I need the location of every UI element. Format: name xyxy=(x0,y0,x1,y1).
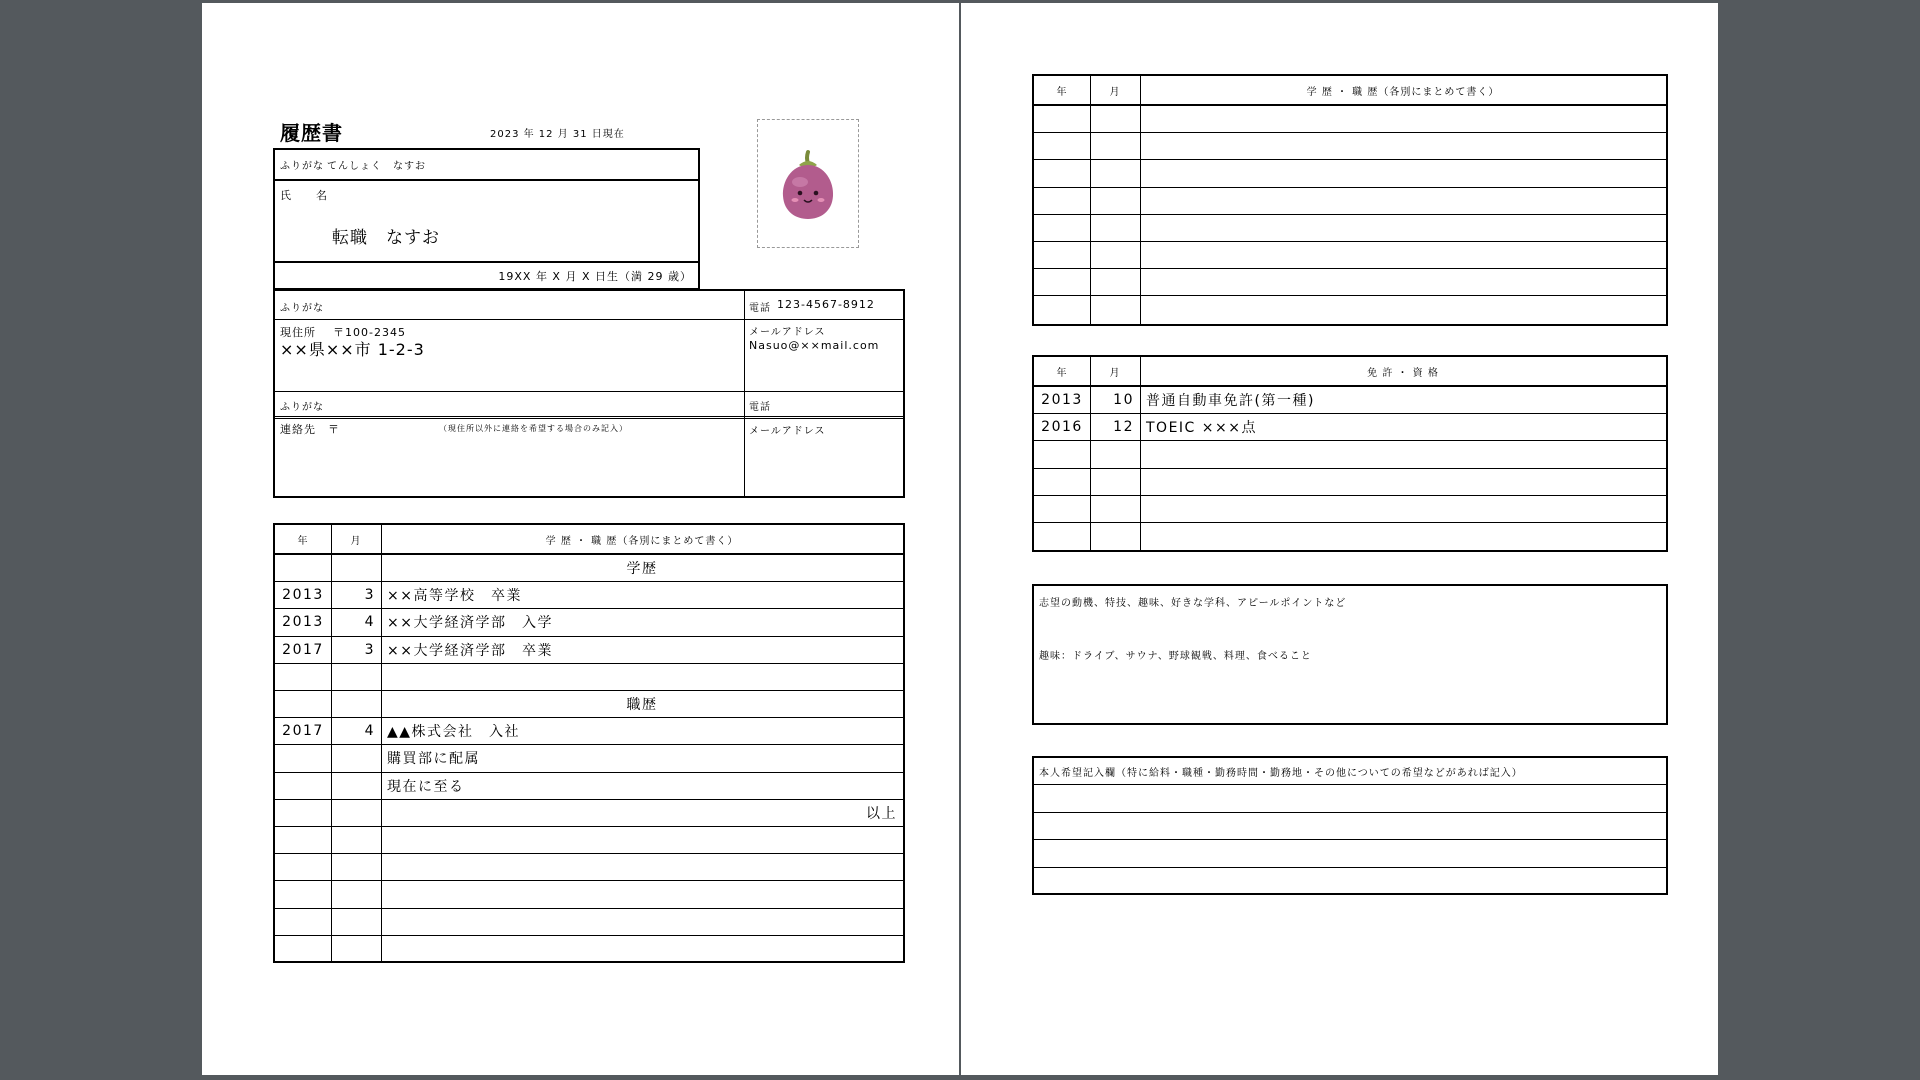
history-row xyxy=(1034,215,1666,242)
year-cell: 2017 xyxy=(282,641,324,658)
address-furigana-label: ふりがな xyxy=(280,303,324,314)
contact-phone-label: 電話 xyxy=(749,402,771,413)
year-cell: 2013 xyxy=(1041,392,1083,409)
content-cell xyxy=(1140,269,1666,295)
month-cell xyxy=(1090,188,1140,214)
month-cell xyxy=(331,800,381,826)
content-cell: ××大学経済学部 卒業 xyxy=(387,642,553,659)
content-cell: ××高等学校 卒業 xyxy=(387,588,522,605)
month-cell: 4 xyxy=(364,723,375,740)
content-cell: 学歴 xyxy=(626,561,658,578)
month-cell xyxy=(331,936,381,963)
postal-code: 〒100-2345 xyxy=(333,326,406,339)
history-row xyxy=(1034,106,1666,133)
content-cell: 職歴 xyxy=(626,697,658,714)
motivation-label: 志望の動機、特技、趣味、好きな学科、アピールポイントなど xyxy=(1039,598,1347,609)
year-cell xyxy=(1034,106,1090,132)
month-cell xyxy=(1090,296,1140,323)
history-row xyxy=(275,827,903,854)
content-cell xyxy=(1140,215,1666,241)
month-cell xyxy=(331,909,381,935)
resume-page-2 xyxy=(961,3,1718,1075)
year-cell xyxy=(275,827,331,853)
year-cell: 2013 xyxy=(282,614,324,631)
year-cell xyxy=(1034,133,1090,159)
license-row xyxy=(1034,414,1666,441)
year-cell: 2017 xyxy=(282,723,324,740)
month-cell: 12 xyxy=(1113,419,1134,436)
content-cell: 以上 xyxy=(866,805,897,822)
wish-row xyxy=(1034,813,1666,841)
contact-email-label: メールアドレス xyxy=(749,426,826,437)
content-cell: TOEIC ×××点 xyxy=(1146,420,1257,437)
phone-value: 123-4567-8912 xyxy=(777,298,875,311)
year-cell xyxy=(1034,523,1090,550)
year-cell: 2016 xyxy=(1041,419,1083,436)
history-row xyxy=(1034,269,1666,296)
wish-row xyxy=(1034,840,1666,868)
month-cell: 10 xyxy=(1113,392,1134,409)
wish-line xyxy=(1039,813,1666,840)
year-cell xyxy=(1034,215,1090,241)
content-cell xyxy=(381,936,903,963)
content-cell xyxy=(1140,441,1666,467)
content-cell xyxy=(1140,523,1666,550)
history-row xyxy=(1034,160,1666,187)
history-continued-table xyxy=(1032,74,1668,326)
content-cell xyxy=(381,909,903,935)
motivation-text: 趣味：ドライブ、サウナ、野球観戦、料理、食べること xyxy=(1039,651,1312,662)
content-cell xyxy=(1140,106,1666,132)
month-cell xyxy=(331,773,381,799)
year-cell xyxy=(1034,269,1090,295)
month-cell xyxy=(331,854,381,880)
phone-label: 電話 xyxy=(749,303,771,314)
year-cell xyxy=(275,773,331,799)
month-cell xyxy=(331,691,381,717)
license-row xyxy=(1034,496,1666,523)
year-cell xyxy=(275,555,331,581)
month-cell xyxy=(1090,496,1140,522)
month-cell xyxy=(1090,523,1140,550)
month-cell xyxy=(331,827,381,853)
month-cell xyxy=(331,881,381,907)
content-cell xyxy=(1140,242,1666,268)
eggplant-mascot-icon xyxy=(777,144,839,224)
year-cell xyxy=(1034,496,1090,522)
license-row xyxy=(1034,387,1666,414)
header-month: 月 xyxy=(350,535,362,547)
history-row xyxy=(275,555,903,582)
month-cell xyxy=(1090,160,1140,186)
wish-row xyxy=(1034,868,1666,896)
history-row xyxy=(1034,296,1666,323)
year-cell: 2013 xyxy=(282,587,324,604)
year-cell xyxy=(1034,160,1090,186)
license-row xyxy=(1034,469,1666,496)
history-row xyxy=(275,773,903,800)
history-header-row xyxy=(275,525,903,555)
history-row xyxy=(275,854,903,881)
licenses-header-row xyxy=(1034,357,1666,387)
content-cell xyxy=(1140,469,1666,495)
address-table xyxy=(273,289,905,498)
header-content: 免 許 ・ 資 格 xyxy=(1367,367,1439,379)
date-as-of: 2023 年 12 月 31 日現在 xyxy=(490,129,625,140)
content-cell xyxy=(1140,496,1666,522)
month-cell xyxy=(331,664,381,690)
history-row xyxy=(275,637,903,664)
content-cell xyxy=(1140,160,1666,186)
month-cell: 3 xyxy=(364,641,375,658)
address-label: 現住所 xyxy=(280,326,316,339)
contact-label: 連絡先 〒 xyxy=(280,423,340,436)
history-row xyxy=(1034,188,1666,215)
header-content: 学 歴 ・ 職 歴（各別にまとめて書く） xyxy=(545,535,739,547)
content-cell: 現在に至る xyxy=(387,778,465,795)
history-row xyxy=(275,881,903,908)
licenses-table xyxy=(1032,355,1668,552)
history-row xyxy=(275,664,903,691)
wish-line xyxy=(1039,868,1666,896)
history-row xyxy=(275,718,903,745)
month-cell: 4 xyxy=(364,614,375,631)
full-name: 転職 なすお xyxy=(332,228,440,248)
month-cell xyxy=(1090,133,1140,159)
year-cell xyxy=(275,936,331,963)
name-furigana: てんしょく なすお xyxy=(327,161,426,172)
content-cell: ××大学経済学部 入学 xyxy=(387,615,553,632)
content-cell: 普通自動車免許(第一種) xyxy=(1146,393,1315,410)
history-table xyxy=(273,523,905,963)
wishes-header-row xyxy=(1034,758,1666,785)
history-row xyxy=(275,691,903,718)
wishes-label: 本人希望記入欄（特に給料・職種・勤務時間・勤務地・その他についての希望などがあれば記入） xyxy=(1039,767,1523,779)
month-cell xyxy=(1090,269,1140,295)
month-cell xyxy=(1090,469,1140,495)
motivation-box xyxy=(1032,584,1668,725)
history-row xyxy=(275,909,903,936)
photo-frame xyxy=(757,119,859,248)
history-row xyxy=(275,745,903,772)
year-cell xyxy=(1034,441,1090,467)
history-row xyxy=(275,800,903,827)
license-row xyxy=(1034,523,1666,550)
name-table xyxy=(273,148,700,290)
email-value: Nasuo@××mail.com xyxy=(749,339,880,352)
name-label: 氏 名 xyxy=(280,189,328,202)
history-row xyxy=(1034,133,1666,160)
wish-row xyxy=(1034,785,1666,813)
month-cell xyxy=(331,745,381,771)
content-cell xyxy=(381,664,903,690)
year-cell xyxy=(275,800,331,826)
content-cell xyxy=(1140,188,1666,214)
month-cell xyxy=(1090,441,1140,467)
month-cell xyxy=(331,555,381,581)
year-cell xyxy=(275,881,331,907)
wish-line xyxy=(1039,840,1666,867)
address-value: ××県××市 1-2-3 xyxy=(280,340,425,359)
header-year: 年 xyxy=(1056,86,1068,98)
wish-line xyxy=(1039,785,1666,812)
header-month: 月 xyxy=(1109,367,1121,379)
content-cell xyxy=(1140,133,1666,159)
birth-date: 19XX 年 X 月 X 日生（満 29 歳） xyxy=(498,270,692,283)
year-cell xyxy=(275,909,331,935)
history-row xyxy=(275,582,903,609)
history-row xyxy=(275,936,903,963)
content-cell xyxy=(1140,296,1666,323)
content-cell: 購買部に配属 xyxy=(387,751,480,768)
content-cell xyxy=(381,854,903,880)
year-cell xyxy=(275,854,331,880)
history-row xyxy=(275,609,903,636)
year-cell xyxy=(1034,469,1090,495)
content-cell: ▲▲株式会社 入社 xyxy=(387,724,521,741)
month-cell: 3 xyxy=(364,587,375,604)
contact-furigana-label: ふりがな xyxy=(280,402,324,413)
contact-note: （現住所以外に連絡を希望する場合のみ記入） xyxy=(439,424,628,433)
content-cell xyxy=(381,881,903,907)
month-cell xyxy=(1090,215,1140,241)
email-label: メールアドレス xyxy=(749,327,826,338)
year-cell xyxy=(1034,188,1090,214)
header-month: 月 xyxy=(1109,86,1121,98)
license-row xyxy=(1034,441,1666,468)
year-cell xyxy=(1034,296,1090,323)
year-cell xyxy=(1034,242,1090,268)
furigana-label: ふりがな xyxy=(280,161,324,172)
resume-title: 履歴書 xyxy=(280,121,343,145)
header-year: 年 xyxy=(297,535,309,547)
history-row xyxy=(1034,242,1666,269)
header-year: 年 xyxy=(1056,367,1068,379)
month-cell xyxy=(1090,106,1140,132)
header-content: 学 歴 ・ 職 歴（各別にまとめて書く） xyxy=(1306,86,1500,98)
year-cell xyxy=(275,664,331,690)
year-cell xyxy=(275,745,331,771)
history-continued-header-row xyxy=(1034,76,1666,106)
year-cell xyxy=(275,691,331,717)
content-cell xyxy=(381,827,903,853)
wishes-table xyxy=(1032,756,1668,895)
resume-page-1 xyxy=(202,3,959,1075)
month-cell xyxy=(1090,242,1140,268)
